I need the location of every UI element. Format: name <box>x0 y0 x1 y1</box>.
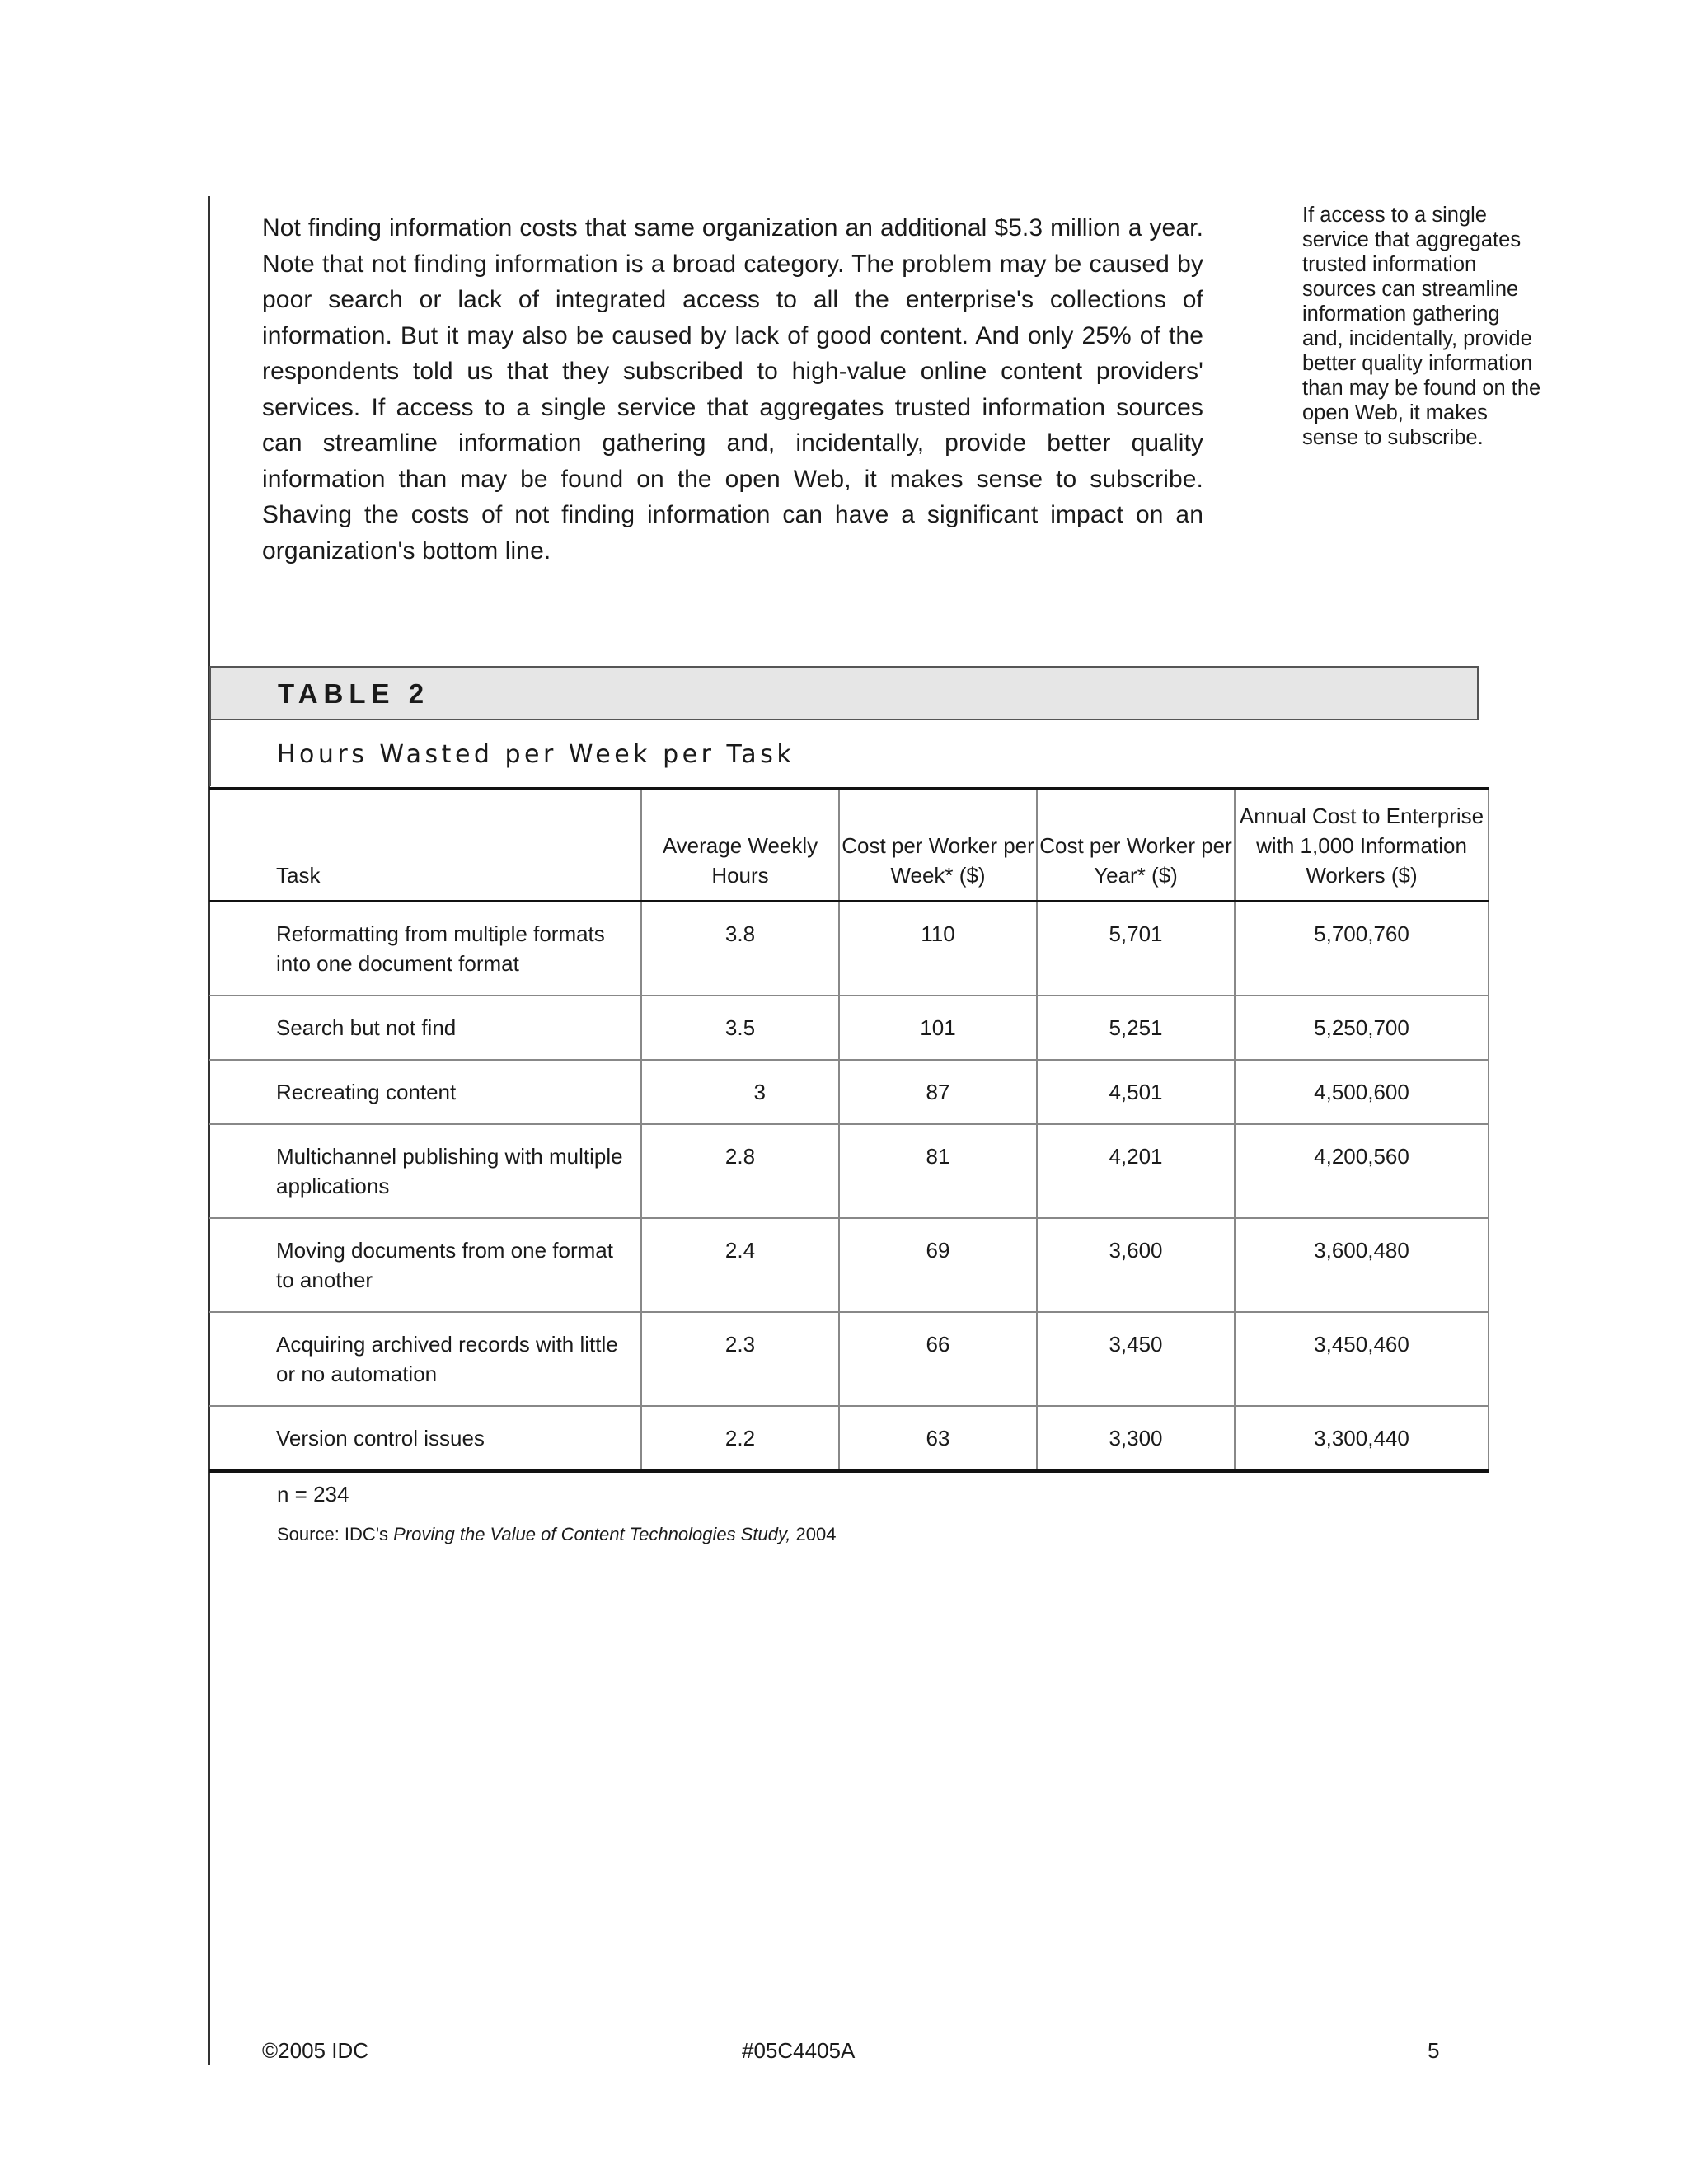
header-annual-cost: Annual Cost to Enterprise with 1,000 Information Workers ($) <box>1235 789 1489 901</box>
cell-cost-week: 110 <box>839 901 1037 996</box>
table-row <box>209 1312 1489 1406</box>
cell-annual: 5,250,700 <box>1235 996 1489 1060</box>
table-title: Hours Wasted per Week per Task <box>277 740 795 769</box>
cell-task: Search but not find <box>209 996 641 1060</box>
table-row <box>209 996 1489 1060</box>
source-prefix: Source: IDC's <box>277 1524 394 1544</box>
cell-task: Recreating content <box>209 1060 641 1124</box>
table-row <box>209 1406 1489 1471</box>
header-avg-weekly-hours: Average Weekly Hours <box>641 789 839 901</box>
cell-task: Reformatting from multiple formats into one document format <box>209 901 641 996</box>
header-task: Task <box>209 789 641 901</box>
footer-page-number: 5 <box>1428 2038 1440 2063</box>
cell-hours: 2.4 <box>641 1218 839 1312</box>
cell-cost-week: 66 <box>839 1312 1037 1406</box>
table-row <box>209 901 1489 996</box>
data-table <box>209 787 1489 1473</box>
cell-task: Version control issues <box>209 1406 641 1471</box>
table-row <box>209 1218 1489 1312</box>
header-cost-per-year: Cost per Worker per Year* ($) <box>1037 789 1235 901</box>
cell-cost-week: 101 <box>839 996 1037 1060</box>
source-note <box>277 1523 836 1546</box>
cell-cost-week: 69 <box>839 1218 1037 1312</box>
label-divider <box>209 720 211 786</box>
cell-annual: 4,500,600 <box>1235 1060 1489 1124</box>
cell-cost-year: 4,501 <box>1037 1060 1235 1124</box>
body-paragraph: Not finding information costs that same organization an additional $5.3 million a year. Note that not finding information is a broad category. The problem may be caused by poor search or lack of integrated access to all the enterprise's collections of information. But it may also be caused by lack of good content. And only 25% of the respondents told us that they subscribed to high-value online content providers' services. If access to a single service that aggregates trusted information sources can streamline information gathering and, incidentally, provide better quality information than may be found on the open Web, it makes sense to subscribe. Shaving the costs of not finding information can have a significant impact on an organization's bottom line. <box>262 214 1203 565</box>
cell-cost-week: 63 <box>839 1406 1037 1471</box>
footer-document-id: #05C4405A <box>742 2038 856 2063</box>
pull-quote: If access to a single service that aggregates trusted information sources can streamline information gathering and, incidentally, provide better quality information than may be found on the open Web, it makes sense to subscribe. <box>1302 204 1541 449</box>
cell-task: Acquiring archived records with little or no automation <box>209 1312 641 1406</box>
cell-annual: 3,450,460 <box>1235 1312 1489 1406</box>
cell-cost-week: 81 <box>839 1124 1037 1218</box>
cell-cost-year: 3,600 <box>1037 1218 1235 1312</box>
cell-cost-year: 4,201 <box>1037 1124 1235 1218</box>
table-label-band <box>209 666 1479 720</box>
cell-hours: 2.8 <box>641 1124 839 1218</box>
cell-task: Multichannel publishing with multiple applications <box>209 1124 641 1218</box>
source-study-title: Proving the Value of Content Technologies Study, <box>393 1524 791 1544</box>
cell-cost-week: 87 <box>839 1060 1037 1124</box>
cell-cost-year: 3,300 <box>1037 1406 1235 1471</box>
cell-annual: 3,300,440 <box>1235 1406 1489 1471</box>
cell-annual: 4,200,560 <box>1235 1124 1489 1218</box>
cell-task: Moving documents from one format to another <box>209 1218 641 1312</box>
cell-hours: 2.3 <box>641 1312 839 1406</box>
cell-hours: 3.5 <box>641 996 839 1060</box>
cell-cost-year: 5,251 <box>1037 996 1235 1060</box>
sample-size-note: n = 234 <box>277 1482 349 1507</box>
header-cost-per-week: Cost per Worker per Week* ($) <box>839 789 1037 901</box>
table-label: TABLE 2 <box>278 678 430 709</box>
cell-cost-year: 3,450 <box>1037 1312 1235 1406</box>
cell-cost-year: 5,701 <box>1037 901 1235 996</box>
cell-annual: 3,600,480 <box>1235 1218 1489 1312</box>
table-header-row <box>209 789 1489 901</box>
source-year: 2004 <box>790 1524 837 1544</box>
table-row <box>209 1124 1489 1218</box>
cell-hours: 3.8 <box>641 901 839 996</box>
footer-copyright: ©2005 IDC <box>262 2038 368 2063</box>
cell-hours: 2.2 <box>641 1406 839 1471</box>
table-row <box>209 1060 1489 1124</box>
cell-hours: 3 <box>641 1060 839 1124</box>
cell-annual: 5,700,760 <box>1235 901 1489 996</box>
